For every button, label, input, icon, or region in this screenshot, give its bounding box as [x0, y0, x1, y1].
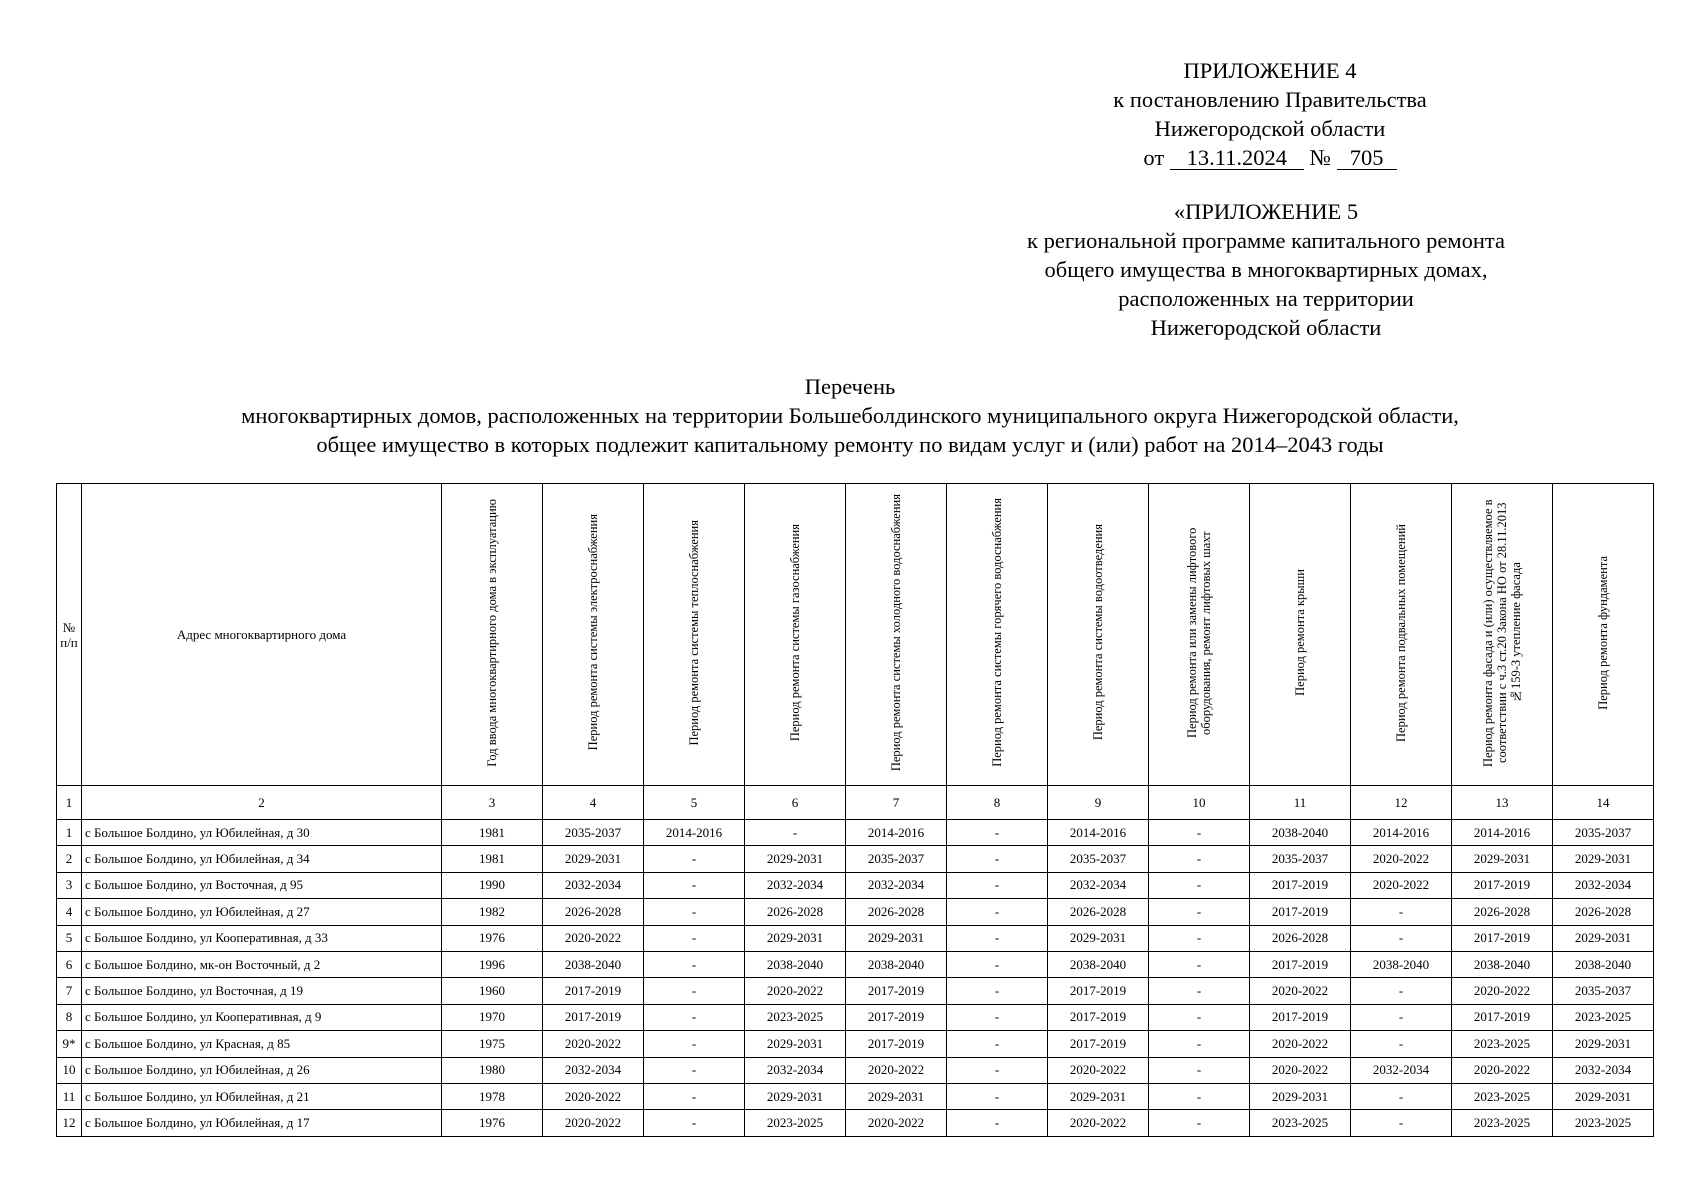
period-cell: - [1149, 846, 1250, 872]
period-cell: 2023-2025 [1452, 1083, 1553, 1109]
period-cell: 2020-2022 [1250, 1057, 1351, 1083]
column-number: 14 [1553, 786, 1654, 820]
column-number: 13 [1452, 786, 1553, 820]
period-cell: 2038-2040 [745, 951, 846, 977]
period-cell: - [947, 872, 1048, 898]
period-cell: 2035-2037 [1553, 820, 1654, 846]
decree-date: 13.11.2024 [1170, 147, 1304, 170]
period-cell: 2029-2031 [1250, 1083, 1351, 1109]
period-cell: - [644, 978, 745, 1004]
year-cell: 1960 [442, 978, 543, 1004]
period-cell: 2020-2022 [543, 1083, 644, 1109]
period-cell: 2023-2025 [1452, 1110, 1553, 1136]
appendix-5-line-2: общего имущества в многоквартирных домах, [1044, 257, 1488, 282]
year-cell: 1982 [442, 899, 543, 925]
period-cell: 2029-2031 [1553, 846, 1654, 872]
year-cell: 1970 [442, 1004, 543, 1030]
address-cell: с Большое Болдино, ул Юбилейная, д 30 [82, 820, 442, 846]
document-title [120, 372, 1580, 459]
address-cell: с Большое Болдино, мк-он Восточный, д 2 [82, 951, 442, 977]
period-cell: - [644, 1110, 745, 1136]
period-cell: 2020-2022 [846, 1057, 947, 1083]
period-cell: 2020-2022 [1250, 1031, 1351, 1057]
table-row [57, 978, 1654, 1004]
table-body [57, 820, 1654, 1137]
row-number-cell: 4 [57, 899, 82, 925]
period-cell: 2017-2019 [1452, 1004, 1553, 1030]
appendix-4-line-2: Нижегородской области [1154, 116, 1386, 141]
period-cell: - [947, 978, 1048, 1004]
period-cell: 2020-2022 [1250, 978, 1351, 1004]
row-number-cell: 5 [57, 925, 82, 951]
address-cell: с Большое Болдино, ул Юбилейная, д 26 [82, 1057, 442, 1083]
period-cell: 2035-2037 [1250, 846, 1351, 872]
period-cell: 2029-2031 [745, 1031, 846, 1057]
row-number-cell: 3 [57, 872, 82, 898]
address-cell: с Большое Болдино, ул Юбилейная, д 34 [82, 846, 442, 872]
appendix-5-line-1: к региональной программе капитального ремонта [1027, 228, 1505, 253]
header-gas: Период ремонта системы газоснабжения [745, 484, 846, 786]
period-cell: - [644, 925, 745, 951]
period-cell: 2017-2019 [1048, 1031, 1149, 1057]
column-numbers-row [57, 786, 1654, 820]
row-number-cell: 7 [57, 978, 82, 1004]
appendix-5-header [960, 197, 1572, 342]
table-row [57, 1031, 1654, 1057]
address-cell: с Большое Болдино, ул Красная, д 85 [82, 1031, 442, 1057]
period-cell: - [644, 1083, 745, 1109]
period-cell: 2032-2034 [1351, 1057, 1452, 1083]
document-title-line-2: общее имущество в которых подлежит капитальному ремонту по видам услуг и (или) работ на 2014–2043 годы [316, 432, 1384, 457]
period-cell: 2017-2019 [1250, 951, 1351, 977]
period-cell: 2017-2019 [1048, 1004, 1149, 1030]
year-cell: 1976 [442, 925, 543, 951]
period-cell: 2029-2031 [745, 846, 846, 872]
period-cell: 2032-2034 [543, 872, 644, 898]
table-row [57, 872, 1654, 898]
table-row [57, 1083, 1654, 1109]
period-cell: - [947, 846, 1048, 872]
header-number: № п/п [57, 484, 82, 786]
row-number-cell: 2 [57, 846, 82, 872]
period-cell: 2014-2016 [1452, 820, 1553, 846]
period-cell: 2017-2019 [846, 1004, 947, 1030]
column-number: 2 [82, 786, 442, 820]
header-electricity: Период ремонта системы электроснабжения [543, 484, 644, 786]
table-header-row [57, 484, 1654, 786]
period-cell: 2020-2022 [1452, 978, 1553, 1004]
header-roof: Период ремонта крыши [1250, 484, 1351, 786]
period-cell: - [947, 951, 1048, 977]
header-cold-water: Период ремонта системы холодного водоснабжения [846, 484, 947, 786]
period-cell: 2029-2031 [745, 925, 846, 951]
period-cell: - [1351, 925, 1452, 951]
column-number: 4 [543, 786, 644, 820]
period-cell: 2026-2028 [543, 899, 644, 925]
period-cell: - [1351, 899, 1452, 925]
period-cell: 2029-2031 [1048, 1083, 1149, 1109]
year-cell: 1981 [442, 846, 543, 872]
header-year: Год ввода многоквартирного дома в эксплуатацию [442, 484, 543, 786]
header-foundation: Период ремонта фундамента [1553, 484, 1654, 786]
address-cell: с Большое Болдино, ул Юбилейная, д 17 [82, 1110, 442, 1136]
period-cell: - [745, 820, 846, 846]
period-cell: 2017-2019 [1452, 872, 1553, 898]
period-cell: 2020-2022 [543, 1110, 644, 1136]
address-cell: с Большое Болдино, ул Восточная, д 95 [82, 872, 442, 898]
row-number-cell: 6 [57, 951, 82, 977]
table-row [57, 951, 1654, 977]
period-cell: - [1149, 1031, 1250, 1057]
header-facade: Период ремонта фасада и (или) осуществляемое в соответствии с ч.3 ст.20 Закона НО от 28.11.2013 №159-З утепление фасада [1452, 484, 1553, 786]
period-cell: - [1351, 1110, 1452, 1136]
period-cell: 2032-2034 [543, 1057, 644, 1083]
period-cell: 2023-2025 [1250, 1110, 1351, 1136]
period-cell: - [947, 1083, 1048, 1109]
period-cell: 2032-2034 [1048, 872, 1149, 898]
period-cell: - [947, 1110, 1048, 1136]
period-cell: 2026-2028 [1250, 925, 1351, 951]
appendix-4-title: ПРИЛОЖЕНИЕ 4 [1183, 58, 1357, 83]
period-cell: 2023-2025 [745, 1110, 846, 1136]
period-cell: - [1351, 1004, 1452, 1030]
period-cell: - [1351, 1031, 1452, 1057]
period-cell: 2026-2028 [846, 899, 947, 925]
table-row [57, 899, 1654, 925]
period-cell: - [947, 899, 1048, 925]
year-cell: 1990 [442, 872, 543, 898]
period-cell: - [947, 925, 1048, 951]
column-number: 1 [57, 786, 82, 820]
period-cell: - [644, 951, 745, 977]
period-cell: - [1149, 978, 1250, 1004]
year-cell: 1980 [442, 1057, 543, 1083]
period-cell: 2017-2019 [1048, 978, 1149, 1004]
period-cell: 2020-2022 [1048, 1110, 1149, 1136]
period-cell: 2020-2022 [543, 925, 644, 951]
period-cell: - [1149, 1004, 1250, 1030]
period-cell: 2029-2031 [543, 846, 644, 872]
table-row [57, 1057, 1654, 1083]
period-cell: 2038-2040 [1048, 951, 1149, 977]
appendix-5-line-3: расположенных на территории [1118, 286, 1414, 311]
row-number-cell: 11 [57, 1083, 82, 1109]
header-address: Адрес многоквартирного дома [82, 484, 442, 786]
address-cell: с Большое Болдино, ул Юбилейная, д 21 [82, 1083, 442, 1109]
header-elevator: Период ремонта или замены лифтового оборудования, ремонт лифтовых шахт [1149, 484, 1250, 786]
decree-date-line [1000, 143, 1540, 172]
column-number: 8 [947, 786, 1048, 820]
address-cell: с Большое Болдино, ул Кооперативная, д 33 [82, 925, 442, 951]
period-cell: - [947, 1004, 1048, 1030]
period-cell: - [1149, 1083, 1250, 1109]
period-cell: 2020-2022 [1351, 872, 1452, 898]
period-cell: - [644, 1004, 745, 1030]
document-title-line-1: многоквартирных домов, расположенных на территории Большеболдинского муниципального округа Нижегородской области, [241, 403, 1459, 428]
period-cell: - [644, 872, 745, 898]
period-cell: 2035-2037 [1048, 846, 1149, 872]
period-cell: 2026-2028 [1452, 899, 1553, 925]
period-cell: 2014-2016 [1048, 820, 1149, 846]
period-cell: 2020-2022 [1452, 1057, 1553, 1083]
period-cell: 2038-2040 [1553, 951, 1654, 977]
period-cell: 2017-2019 [846, 1031, 947, 1057]
header-heating: Период ремонта системы теплоснабжения [644, 484, 745, 786]
column-number: 3 [442, 786, 543, 820]
period-cell: 2026-2028 [1048, 899, 1149, 925]
period-cell: - [644, 1057, 745, 1083]
row-number-cell: 8 [57, 1004, 82, 1030]
period-cell: 2038-2040 [846, 951, 947, 977]
column-number: 12 [1351, 786, 1452, 820]
period-cell: 2017-2019 [1452, 925, 1553, 951]
period-cell: 2020-2022 [543, 1031, 644, 1057]
period-cell: 2035-2037 [846, 846, 947, 872]
period-cell: 2020-2022 [1351, 846, 1452, 872]
row-number-cell: 1 [57, 820, 82, 846]
column-number: 10 [1149, 786, 1250, 820]
header-hot-water: Период ремонта системы горячего водоснабжения [947, 484, 1048, 786]
row-number-cell: 10 [57, 1057, 82, 1083]
row-number-cell: 9* [57, 1031, 82, 1057]
column-number: 6 [745, 786, 846, 820]
buildings-table [56, 483, 1654, 1137]
period-cell: - [644, 899, 745, 925]
year-cell: 1996 [442, 951, 543, 977]
period-cell: 2032-2034 [1553, 872, 1654, 898]
year-cell: 1978 [442, 1083, 543, 1109]
number-sign: № [1309, 145, 1331, 170]
header-basement: Период ремонта подвальных помещений [1351, 484, 1452, 786]
period-cell: - [1149, 899, 1250, 925]
period-cell: 2029-2031 [846, 925, 947, 951]
period-cell: 2026-2028 [745, 899, 846, 925]
period-cell: 2038-2040 [1452, 951, 1553, 977]
address-cell: с Большое Болдино, ул Кооперативная, д 9 [82, 1004, 442, 1030]
period-cell: - [1149, 925, 1250, 951]
period-cell: - [1149, 1057, 1250, 1083]
decree-number: 705 [1337, 147, 1397, 170]
period-cell: 2014-2016 [1351, 820, 1452, 846]
document-heading: Перечень [804, 374, 896, 399]
year-cell: 1975 [442, 1031, 543, 1057]
period-cell: - [644, 846, 745, 872]
period-cell: 2014-2016 [644, 820, 745, 846]
period-cell: - [1149, 872, 1250, 898]
table-row [57, 820, 1654, 846]
year-cell: 1976 [442, 1110, 543, 1136]
period-cell: 2038-2040 [1250, 820, 1351, 846]
period-cell: - [1351, 978, 1452, 1004]
period-cell: 2017-2019 [1250, 1004, 1351, 1030]
row-number-cell: 12 [57, 1110, 82, 1136]
period-cell: 2020-2022 [745, 978, 846, 1004]
appendix-4-header [1000, 56, 1540, 172]
column-number: 11 [1250, 786, 1351, 820]
address-cell: с Большое Болдино, ул Юбилейная, д 27 [82, 899, 442, 925]
period-cell: - [1149, 951, 1250, 977]
period-cell: 2023-2025 [1553, 1110, 1654, 1136]
table-row [57, 1110, 1654, 1136]
period-cell: 2020-2022 [846, 1110, 947, 1136]
header-drainage: Период ремонта системы водоотведения [1048, 484, 1149, 786]
appendix-5-title: «ПРИЛОЖЕНИЕ 5 [1173, 199, 1359, 224]
period-cell: 2038-2040 [543, 951, 644, 977]
table-row [57, 925, 1654, 951]
date-prefix: от [1143, 145, 1165, 170]
period-cell: - [1149, 1110, 1250, 1136]
period-cell: 2017-2019 [543, 978, 644, 1004]
period-cell: 2029-2031 [846, 1083, 947, 1109]
period-cell: 2035-2037 [1553, 978, 1654, 1004]
appendix-4-line-1: к постановлению Правительства [1113, 87, 1427, 112]
period-cell: 2020-2022 [1048, 1057, 1149, 1083]
period-cell: 2029-2031 [1553, 1083, 1654, 1109]
period-cell: 2017-2019 [1250, 872, 1351, 898]
table-row [57, 846, 1654, 872]
period-cell: 2029-2031 [1048, 925, 1149, 951]
period-cell: - [1351, 1083, 1452, 1109]
period-cell: 2017-2019 [846, 978, 947, 1004]
period-cell: 2023-2025 [1553, 1004, 1654, 1030]
period-cell: 2023-2025 [745, 1004, 846, 1030]
year-cell: 1981 [442, 820, 543, 846]
period-cell: - [947, 1031, 1048, 1057]
period-cell: 2017-2019 [1250, 899, 1351, 925]
appendix-5-line-4: Нижегородской области [1150, 315, 1382, 340]
period-cell: 2032-2034 [745, 1057, 846, 1083]
period-cell: 2023-2025 [1452, 1031, 1553, 1057]
period-cell: 2014-2016 [846, 820, 947, 846]
period-cell: 2029-2031 [1452, 846, 1553, 872]
period-cell: 2017-2019 [543, 1004, 644, 1030]
column-number: 5 [644, 786, 745, 820]
period-cell: 2026-2028 [1553, 899, 1654, 925]
period-cell: 2029-2031 [745, 1083, 846, 1109]
period-cell: 2029-2031 [1553, 925, 1654, 951]
period-cell: - [947, 820, 1048, 846]
period-cell: - [644, 1031, 745, 1057]
period-cell: 2035-2037 [543, 820, 644, 846]
period-cell: 2032-2034 [846, 872, 947, 898]
column-number: 9 [1048, 786, 1149, 820]
period-cell: - [1149, 820, 1250, 846]
address-cell: с Большое Болдино, ул Восточная, д 19 [82, 978, 442, 1004]
period-cell: - [947, 1057, 1048, 1083]
period-cell: 2032-2034 [1553, 1057, 1654, 1083]
period-cell: 2038-2040 [1351, 951, 1452, 977]
table-row [57, 1004, 1654, 1030]
period-cell: 2029-2031 [1553, 1031, 1654, 1057]
column-number: 7 [846, 786, 947, 820]
period-cell: 2032-2034 [745, 872, 846, 898]
